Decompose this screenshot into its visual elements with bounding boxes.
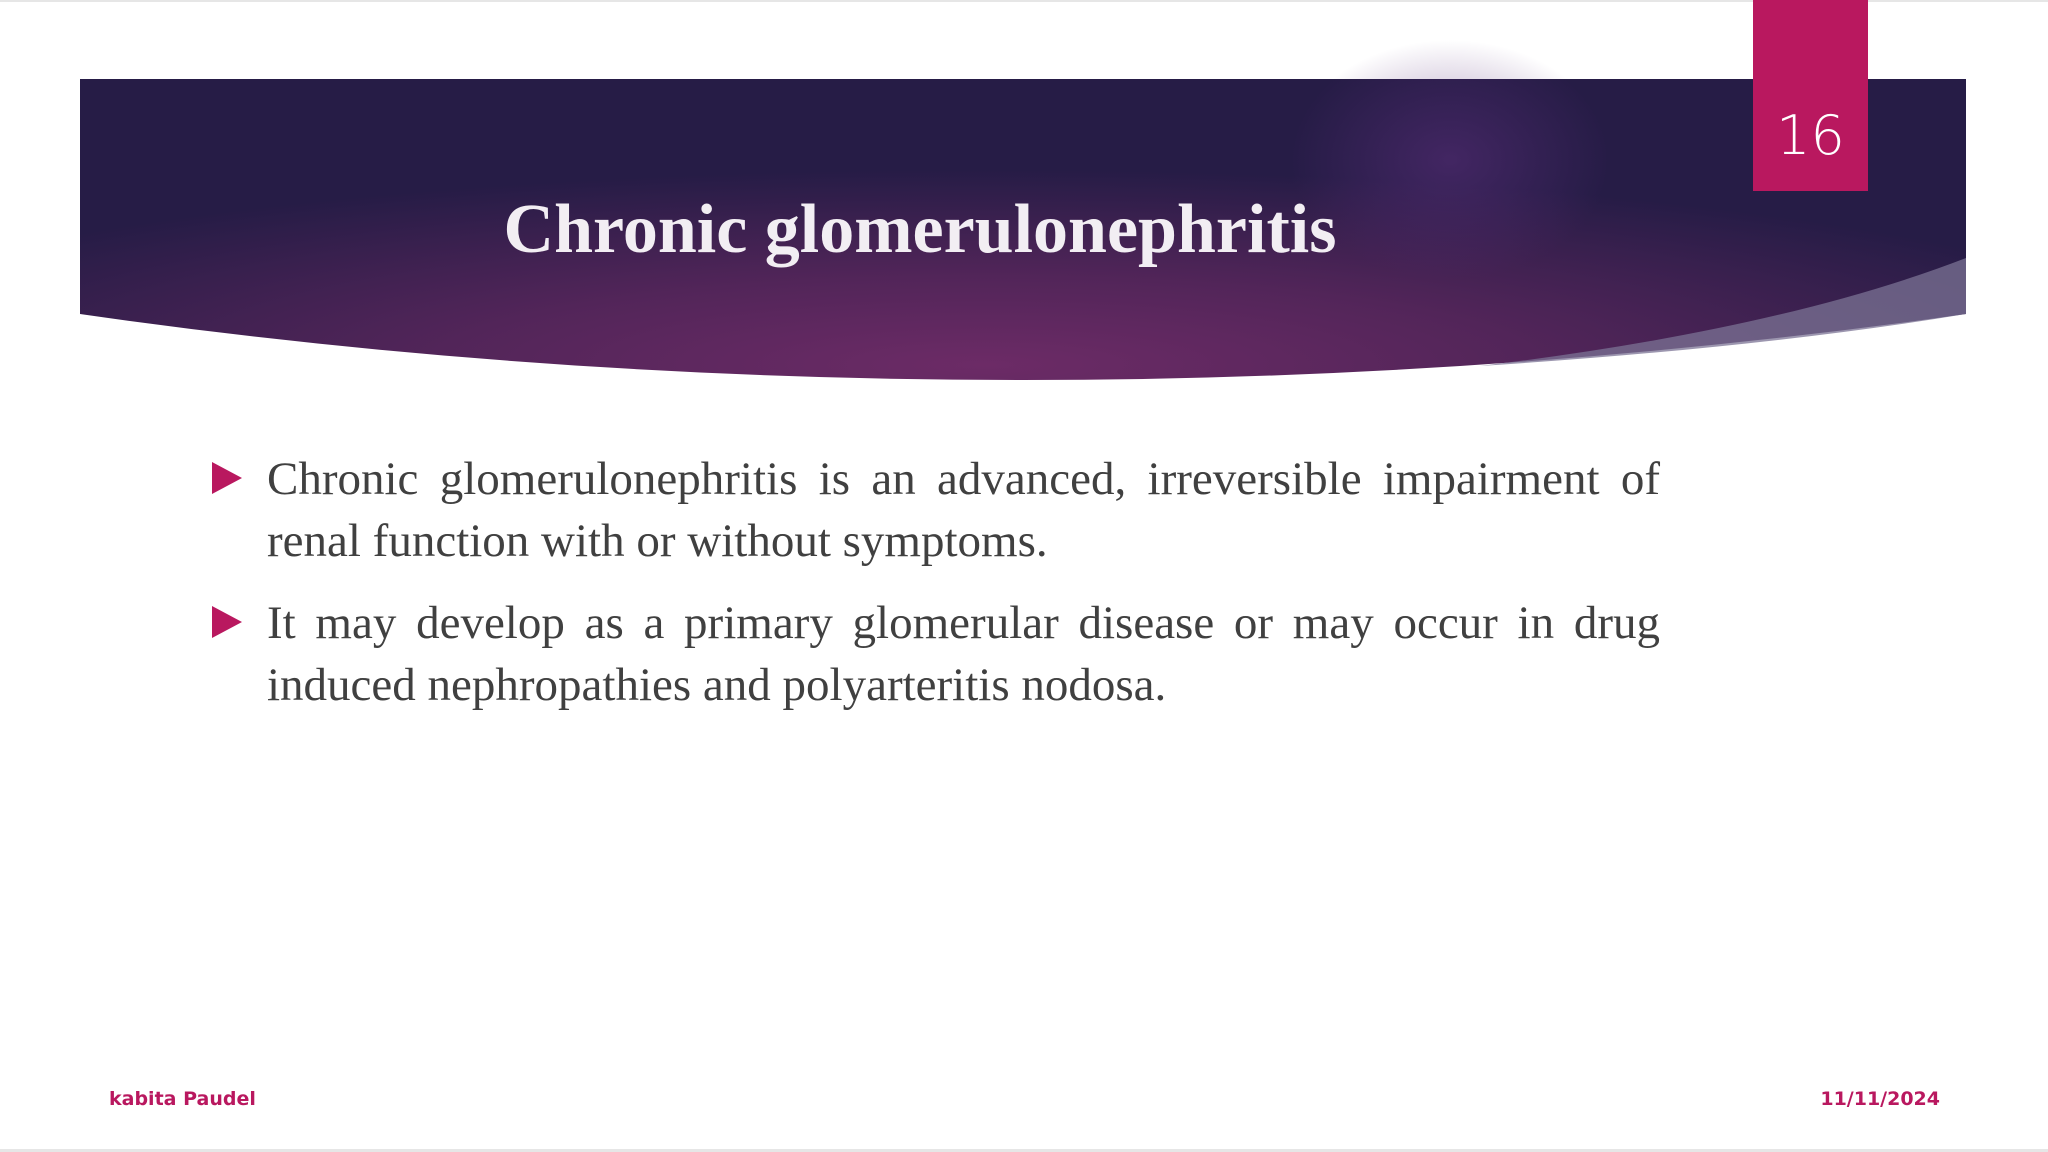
footer-date: 11/11/2024 <box>1820 1088 1940 1110</box>
triangle-right-icon <box>212 462 242 494</box>
bullet-text: It may develop as a primary glomerular disease or may occur in drug induced nephropathies and polyarteritis nodosa. <box>267 597 1660 711</box>
bullet-text: Chronic glomerulonephritis is an advanced, irreversible impairment of renal function with or without symptoms. <box>267 453 1660 567</box>
slide-title: Chronic glomerulonephritis <box>503 191 1337 268</box>
bullet-item <box>210 592 1660 716</box>
bullet-list <box>210 448 1660 736</box>
bullet-item <box>210 448 1660 572</box>
slide-number: 16 <box>1776 104 1845 167</box>
triangle-right-icon <box>212 606 242 638</box>
footer-author: kabita Paudel <box>109 1088 256 1110</box>
